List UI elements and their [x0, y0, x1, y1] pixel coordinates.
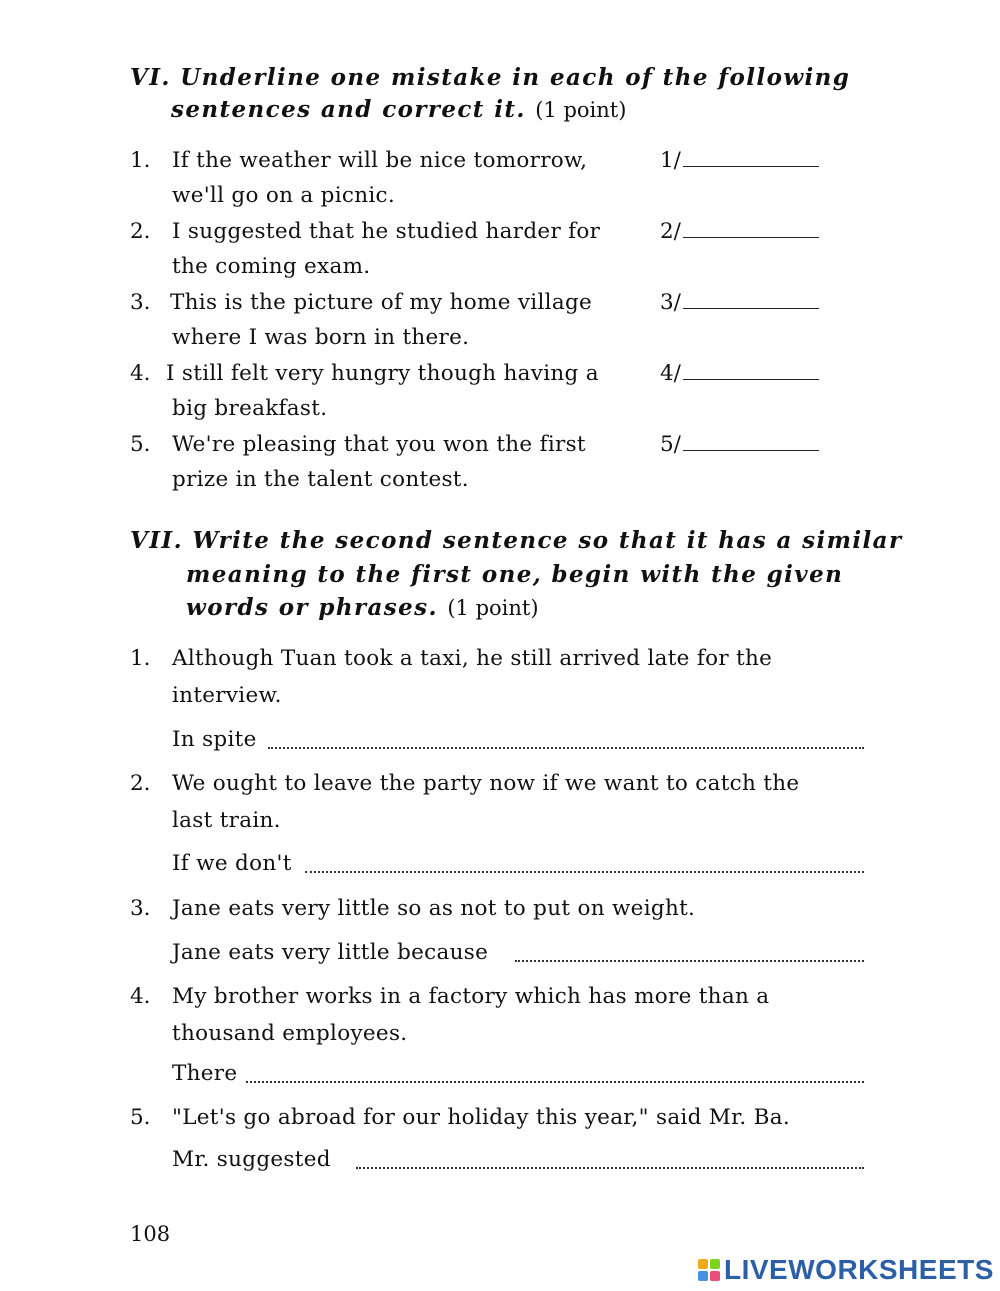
- vi-answer-3-blank[interactable]: [683, 307, 819, 309]
- vi-item-5-number: 5.: [130, 432, 151, 457]
- logo-square-3: [698, 1271, 708, 1281]
- vi-item-3-line1: This is the picture of my home village: [170, 290, 593, 315]
- vi-item-2-number: 2.: [130, 219, 151, 244]
- vii-item-2-number: 2.: [130, 771, 151, 796]
- vi-answer-2[interactable]: [660, 219, 819, 244]
- vi-answer-5-label: 5/: [660, 432, 681, 457]
- vi-answer-5-blank[interactable]: [683, 449, 819, 451]
- vi-item-2-line2: the coming exam.: [172, 254, 371, 279]
- section-vii-heading-line3-text: words or phrases.: [186, 594, 438, 621]
- vi-answer-1-blank[interactable]: [683, 165, 819, 167]
- vi-item-3-line2: where I was born in there.: [172, 325, 470, 350]
- vi-answer-4-blank[interactable]: [683, 378, 819, 380]
- vii-item-2-prompt: If we don't: [172, 851, 292, 876]
- vii-answer-5-field[interactable]: [356, 1167, 864, 1169]
- vi-answer-2-label: 2/: [660, 219, 681, 244]
- section-vi-heading-line2-text: sentences and correct it.: [171, 96, 526, 123]
- logo-square-2: [710, 1259, 720, 1269]
- vi-answer-3-label: 3/: [660, 290, 681, 315]
- vi-answer-1[interactable]: [660, 148, 819, 173]
- vii-item-1-line1: Although Tuan took a taxi, he still arrived late for the: [172, 646, 773, 671]
- liveworksheets-logo: [698, 1253, 994, 1287]
- vi-item-4-line1: I still felt very hungry though having a: [166, 361, 599, 386]
- vii-item-3-number: 3.: [130, 896, 151, 921]
- vi-answer-3[interactable]: [660, 290, 819, 315]
- vi-item-1-line2: we'll go on a picnic.: [172, 183, 396, 208]
- section-vii-heading-line3: [186, 594, 539, 621]
- vi-item-3-number: 3.: [130, 290, 151, 315]
- vi-item-5-line2: prize in the talent contest.: [172, 467, 469, 492]
- section-vi-heading-line1: VI. Underline one mistake in each of the following: [130, 64, 851, 91]
- section-vi-heading-line2: [171, 96, 626, 123]
- vi-item-2-line1: I suggested that he studied harder for: [172, 219, 601, 244]
- vi-item-1-number: 1.: [130, 148, 151, 173]
- vi-answer-2-blank[interactable]: [683, 236, 819, 238]
- vii-item-4-line1: My brother works in a factory which has more than a: [172, 984, 770, 1009]
- vi-answer-4-label: 4/: [660, 361, 681, 386]
- section-vii-heading-line2: meaning to the first one, begin with the given: [186, 561, 844, 588]
- page-number: 108: [130, 1222, 171, 1246]
- vii-answer-4-field[interactable]: [246, 1081, 864, 1083]
- vii-item-4-number: 4.: [130, 984, 151, 1009]
- vii-item-3-prompt: Jane eats very little because: [172, 940, 489, 965]
- vii-answer-2-field[interactable]: [305, 871, 864, 873]
- vii-item-1-number: 1.: [130, 646, 151, 671]
- vi-answer-1-label: 1/: [660, 148, 681, 173]
- vi-answer-5[interactable]: [660, 432, 819, 457]
- vii-item-3-line1: Jane eats very little so as not to put on weight.: [172, 896, 696, 921]
- vii-item-2-line2: last train.: [172, 808, 281, 833]
- section-vii-points: (1 point): [447, 596, 539, 620]
- liveworksheets-mark-icon: [698, 1259, 720, 1281]
- vi-item-5-line1: We're pleasing that you won the first: [172, 432, 586, 457]
- section-vi-points: (1 point): [535, 98, 627, 122]
- vii-item-1-line2: interview.: [172, 683, 282, 708]
- vii-item-4-prompt: There: [172, 1061, 238, 1086]
- section-vii-heading-line1: VII. Write the second sentence so that it has a similar: [130, 527, 903, 554]
- logo-square-1: [698, 1259, 708, 1269]
- logo-square-4: [710, 1271, 720, 1281]
- vii-item-4-line2: thousand employees.: [172, 1021, 408, 1046]
- vi-item-4-line2: big breakfast.: [172, 396, 328, 421]
- vii-answer-3-field[interactable]: [515, 960, 864, 962]
- vii-item-1-prompt: In spite: [172, 727, 257, 752]
- vi-item-1-line1: If the weather will be nice tomorrow,: [172, 148, 588, 173]
- vii-answer-1-field[interactable]: [268, 747, 864, 749]
- vi-item-4-number: 4.: [130, 361, 151, 386]
- vii-item-2-line1: We ought to leave the party now if we want to catch the: [172, 771, 800, 796]
- vii-item-5-line1: "Let's go abroad for our holiday this year," said Mr. Ba.: [172, 1105, 790, 1130]
- liveworksheets-text: LIVEWORKSHEETS: [724, 1254, 994, 1285]
- vi-answer-4[interactable]: [660, 361, 819, 386]
- vii-item-5-prompt: Mr. suggested: [172, 1147, 331, 1172]
- vii-item-5-number: 5.: [130, 1105, 151, 1130]
